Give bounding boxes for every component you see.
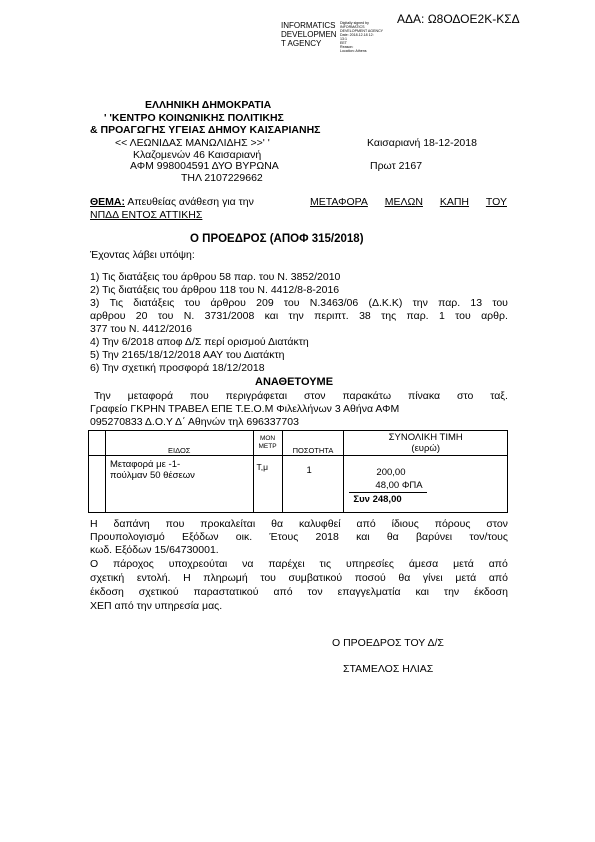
word: πάροχος [113,558,154,570]
protocol-number: Πρωτ 2167 [370,160,423,172]
assign-text-line-1 [94,390,508,402]
word: Εξόδων [182,531,219,543]
table-header-item: ΕΙΔΟΣ [105,431,253,456]
word: πίνακα [407,390,441,402]
word: μεταφορά [127,390,174,402]
consideration-1: 1) Τις διατάξεις του άρθρου 58 παρ. του Ν. 3852/2010 [90,271,341,283]
word: από [356,518,376,530]
assign-text-line-2: Γραφείο ΓΚΡΗΝ ΤΡΑΒΕΛ ΕΠΕ Τ.Ε.Ο.Μ Φιλελλήνων 3 Αθήνα ΑΦΜ [90,403,400,415]
word: Έτους [269,531,299,543]
word: ΜΕΛΩΝ [384,196,423,208]
word: ίδιους [391,518,419,530]
table-header-blank [89,431,106,456]
table-row [89,456,508,513]
word: 3731/2008 [204,310,255,322]
word: πληρωμή [203,572,248,584]
stamp-org-line-3: T AGENCY [281,39,322,48]
word: Προυπολογισμό [90,531,165,543]
word: 13 [470,297,483,309]
word: του [260,572,276,584]
consideration-3-line-3: 377 του Ν. 4412/2016 [90,323,192,335]
word: 38 [359,310,371,322]
consideration-4: 4) Την 6/2018 αποφ Δ/Σ περί ορισμού Διατάκτη [90,336,309,348]
sum-divider [349,492,427,493]
signature-title: Ο ΠΡΟΕΔΡΟΣ ΤΟΥ Δ/Σ [332,637,444,649]
word: παραστατικού [193,586,259,598]
word: 20 [135,310,148,322]
table-cell-unit: Τ,μ [253,456,282,513]
word: του [492,297,508,309]
considering-label: Έχοντας λάβει υπόψη: [90,249,195,261]
document-date: Καισαριανή 18-12-2018 [367,137,477,149]
closing-p1-line-2 [90,531,508,543]
word: της [381,310,397,322]
closing-p2-line-1 [90,558,508,570]
word: την [288,310,304,322]
word: και [264,310,279,322]
stamp-small-6: Reason: [340,45,354,49]
word: Η [183,572,191,584]
subject-text: Απευθείας ανάθεση για την [127,196,254,208]
word: 2018 [315,531,339,543]
word: τον [307,586,323,598]
table-cell-blank [89,456,106,513]
word: τον/τους [469,531,508,543]
word: παρακάτω [342,390,392,402]
word: 3) [90,297,100,309]
ada-code: ΑΔΑ: Ω8ΟΔΟΕ2Κ-ΚΣΔ [397,12,520,26]
word: που [165,518,185,530]
assign-title: ΑΝΑΘΕΤΟΥΜΕ [255,376,334,388]
table-header-total [344,431,508,456]
word: Ο [90,558,99,570]
word: υπηρεσίες [345,558,394,570]
word: 209 [256,297,274,309]
table-header-row [89,431,508,456]
word: την [412,297,428,309]
table-header-total-unit: (ευρώ) [411,443,440,454]
stamp-small-2: DEVELOPMENT AGENCY [340,29,384,33]
word: θα [386,531,399,543]
word: σχετικού [138,586,179,598]
word: περιπτ. [314,310,349,322]
header-afm: ΑΦΜ 998004591 ΔΥΟ ΒΥΡΩΝΑ [130,160,279,172]
word: Η [90,518,98,530]
word: υποχρεούται [168,558,228,570]
word: προκαλείται [200,518,256,530]
word: από [273,586,293,598]
word: στο [456,390,474,402]
closing-p2-line-2 [90,572,508,584]
word: μετά [455,572,477,584]
word: περιγράφεται [225,390,288,402]
word: του [455,310,471,322]
word: θα [398,572,411,584]
description-line-2: πούλμαν 50 θέσεων [109,470,195,481]
word: βαρύνει [416,531,453,543]
table-cell-description [105,456,253,513]
word: εντολή. [136,572,171,584]
subject-label: ΘΕΜΑ: [90,196,125,208]
word: πόρους [434,518,471,530]
sum-value: Συν 248,00 [353,494,402,505]
word: Τις [109,297,124,309]
table-cell-total [344,456,508,513]
subject-title-line-1 [310,196,507,208]
consideration-6: 6) Την σχετική προσφορά 18/12/2018 [90,362,265,374]
header-line-4: << ΛΕΩΝΙΔΑΣ ΜΑΝΩΛΙΔΗΣ >>' ' [115,137,270,149]
closing-p2-line-3 [90,586,508,598]
header-phone: ΤΗΛ 2107229662 [181,172,263,184]
stamp-org-line-2: DEVELOPMEN [281,30,337,39]
word: διατάξεις [133,297,175,309]
stamp-small-4: 13:1 [340,37,347,41]
header-address: Κλαζομενών 46 Καισαριανή [133,149,262,161]
word: που [190,390,209,402]
word: επαγγελματία [337,586,401,598]
word: άμεσα [408,558,439,570]
word: μετά [453,558,474,570]
word: ποσού [354,572,386,584]
word: αρθρου [90,310,126,322]
word: ταξ. [490,390,508,402]
header-line-3: & ΠΡΟΑΓΩΓΗΣ ΥΓΕΙΑΣ ΔΗΜΟΥ ΚΑΙΣΑΡΙΑΝΗΣ [90,124,321,136]
word: καλυφθεί [298,518,341,530]
word: παρέχει [268,558,305,570]
table-cell-qty: 1 [282,456,344,513]
word: παρ. [406,310,429,322]
stamp-org-line-1: INFORMATICS [281,21,336,30]
consideration-5: 5) Την 2165/18/12/2018 ΑΑΥ του Διατάκτη [90,349,285,361]
word: στον [303,390,326,402]
items-table [88,430,508,513]
closing-p2-line-4: ΧΕΠ από την υπηρεσία μας. [90,600,223,612]
word: στον [486,518,508,530]
table-header-total-label: ΣΥΝΟΛΙΚΗ ΤΙΜΗ [388,432,463,443]
word: Την [94,390,111,402]
word: την [443,586,460,598]
word: (Δ.Κ.Κ) [368,297,403,309]
word: γίνει [422,572,443,584]
closing-p1-line-3: κωδ. Εξόδων 15/64730001. [90,544,219,556]
word: έκδοση [90,586,124,598]
word: συμβατικού [288,572,343,584]
subject-title-line-2: ΝΠΔΔ ΕΝΤΟΣ ΑΤΤΙΚΗΣ [90,209,203,221]
word: θα [271,518,284,530]
word: του [157,310,174,322]
closing-p1-line-1 [90,518,508,530]
table-header-unit: ΜΟΝ ΜΕΤΡ [253,431,282,456]
vat-value: 48,00 ΦΠΑ [375,480,423,491]
signature-name: ΣΤΑΜΕΛΟΣ ΗΛΙΑΣ [343,663,434,675]
word: του [283,297,300,309]
word: παρ. [438,297,461,309]
word: τις [319,558,332,570]
assign-text-line-3: 095270833 Δ.Ο.Υ Δ΄ Αθηνών τηλ 696337703 [90,416,299,428]
consideration-2: 2) Τις διατάξεις του άρθρου 118 του Ν. 4412/8-8-2016 [90,284,340,296]
word: σχετική [90,572,125,584]
word: οικ. [235,531,253,543]
word: από [488,572,508,584]
word: ΚΑΠΗ [439,196,470,208]
amount-value: 200,00 [376,467,406,478]
word: Ν. [183,310,195,322]
table-header-qty: ΠΟΣΟΤΗΤΑ [282,431,344,456]
word: ΜΕΤΑΦΟΡΑ [310,196,368,208]
word: Ν.3463/06 [309,297,359,309]
word: ΤΟΥ [485,196,507,208]
description-line-1: Μεταφορά με -1- [109,459,181,470]
consideration-3-line-1 [90,297,508,309]
subject-line [90,196,254,208]
stamp-small-5: EET [340,41,347,45]
word: του [184,297,201,309]
word: έκδοση [474,586,508,598]
word: άρθρου [210,297,246,309]
word: και [415,586,429,598]
header-line-2: ' 'ΚΕΝΤΡΟ ΚΟΙΝΩΝΙΚΗΣ ΠΟΛΙΤΙΚΗΣ [104,112,284,124]
stamp-small-1: INFORMATICS [340,25,365,29]
stamp-small-0: Digitally signed by [340,21,369,25]
consideration-3-line-2 [90,310,508,322]
stamp-small-3: Date: 2018.12.18 12: [340,33,374,37]
stamp-small-7: Location: Athens [340,49,367,53]
word: και [356,531,370,543]
word: αρθρ. [481,310,508,322]
header-line-1: ΕΛΛΗΝΙΚΗ ΔΗΜΟΚΡΑΤΙΑ [145,99,272,111]
word: δαπάνη [113,518,150,530]
word: να [242,558,254,570]
president-title: Ο ΠΡΟΕΔΡΟΣ (ΑΠΟΦ 315/2018) [190,233,364,245]
word: από [488,558,508,570]
word: 1 [438,310,445,322]
